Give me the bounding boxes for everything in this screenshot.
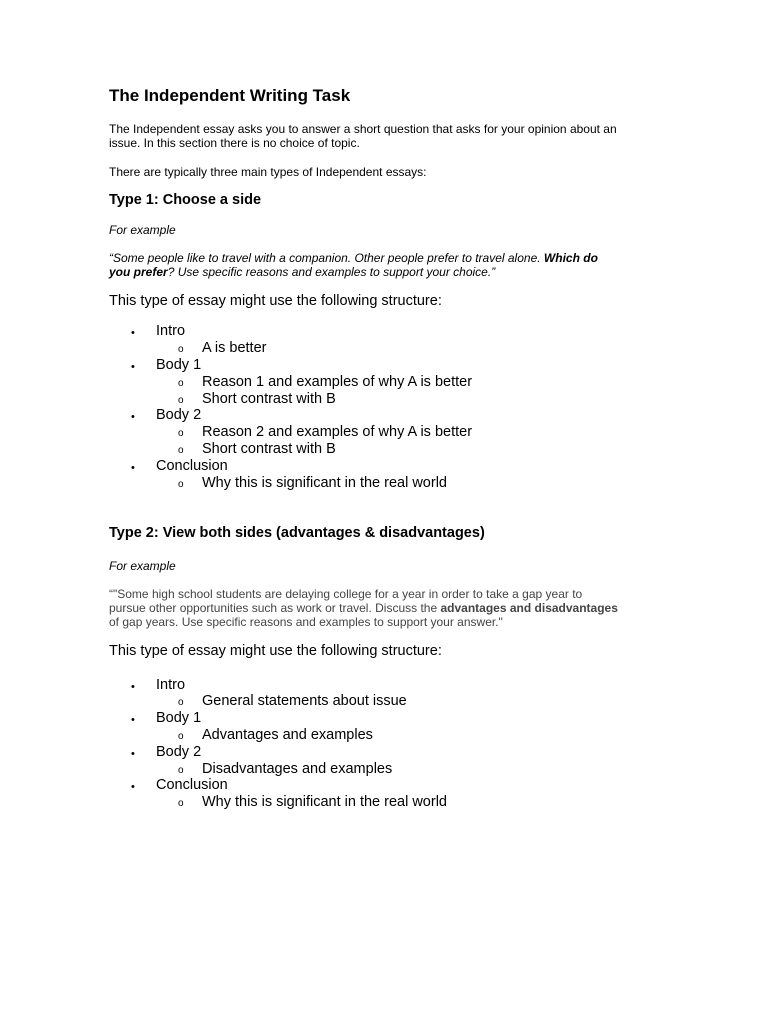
type1-quote-bold: Which do: [543, 251, 598, 265]
bullet: •: [131, 327, 135, 339]
sub-bullet: o: [178, 445, 184, 456]
intro-line-1: The Independent essay asks you to answer a short question that asks for your opinion about an: [109, 122, 617, 136]
type2-example-label: For example: [109, 559, 176, 573]
type1-quote-text: “Some people like to travel with a companion. Other people prefer to travel alone.: [109, 251, 544, 265]
sub-bullet: o: [178, 731, 184, 742]
list-item: Intro: [156, 323, 186, 339]
bullet: •: [131, 411, 135, 423]
bullet: •: [131, 781, 135, 793]
list-sub-item: A is better: [202, 340, 267, 356]
sub-bullet: o: [178, 798, 184, 809]
list-sub-item: Short contrast with B: [202, 391, 336, 407]
type1-structure-lead: This type of essay might use the following structure:: [109, 293, 442, 309]
list-item: Intro: [156, 677, 186, 693]
sub-bullet: o: [178, 344, 184, 355]
list-sub-item: Short contrast with B: [202, 441, 336, 457]
list-sub-item: Disadvantages and examples: [202, 761, 393, 777]
type2-quote-line-3: of gap years. Use specific reasons and examples to support your answer.": [109, 615, 503, 629]
type1-heading: Type 1: Choose a side: [109, 192, 262, 208]
list-sub-item: Advantages and examples: [202, 727, 373, 743]
list-item: Body 2: [156, 744, 202, 760]
bullet: •: [131, 681, 135, 693]
list-sub-item: Why this is significant in the real world: [202, 475, 447, 491]
type2-heading: Type 2: View both sides (advantages & disadvantages): [109, 525, 485, 541]
page-title: The Independent Writing Task: [109, 86, 351, 105]
type2-quote-bold: advantages and disadvantages: [440, 601, 618, 615]
type2-quote-line-1: “"Some high school students are delaying college for a year in order to take a gap year to: [109, 587, 583, 601]
list-sub-item: Reason 2 and examples of why A is better: [202, 424, 473, 440]
type1-quote-line-2: [109, 265, 495, 279]
bullet: •: [131, 462, 135, 474]
list-item: Body 1: [156, 357, 202, 373]
list-item: Body 1: [156, 710, 202, 726]
bullet: •: [131, 748, 135, 760]
bullet: •: [131, 361, 135, 373]
type2-structure-lead: This type of essay might use the following structure:: [109, 643, 442, 659]
types-intro: There are typically three main types of Independent essays:: [109, 165, 427, 179]
sub-bullet: o: [178, 395, 184, 406]
sub-bullet: o: [178, 428, 184, 439]
list-sub-item: Reason 1 and examples of why A is better: [202, 374, 473, 390]
type1-quote-text-2: ? Use specific reasons and examples to support your choice.”: [167, 265, 496, 279]
type2-quote-line-2: [109, 601, 618, 615]
intro-line-2: issue. In this section there is no choice of topic.: [109, 136, 360, 150]
list-item: Body 2: [156, 407, 202, 423]
sub-bullet: o: [178, 765, 184, 776]
type1-quote-bold-2: you prefer: [109, 265, 168, 279]
sub-bullet: o: [178, 378, 184, 389]
type2-quote-text: pursue other opportunities such as work or travel. Discuss the: [109, 601, 441, 615]
type1-quote-line-1: [109, 251, 598, 265]
list-sub-item: Why this is significant in the real world: [202, 794, 447, 810]
list-item: Conclusion: [156, 458, 228, 474]
bullet: •: [131, 714, 135, 726]
list-sub-item: General statements about issue: [202, 693, 407, 709]
sub-bullet: o: [178, 479, 184, 490]
type1-example-label: For example: [109, 223, 176, 237]
sub-bullet: o: [178, 697, 184, 708]
list-item: Conclusion: [156, 777, 228, 793]
